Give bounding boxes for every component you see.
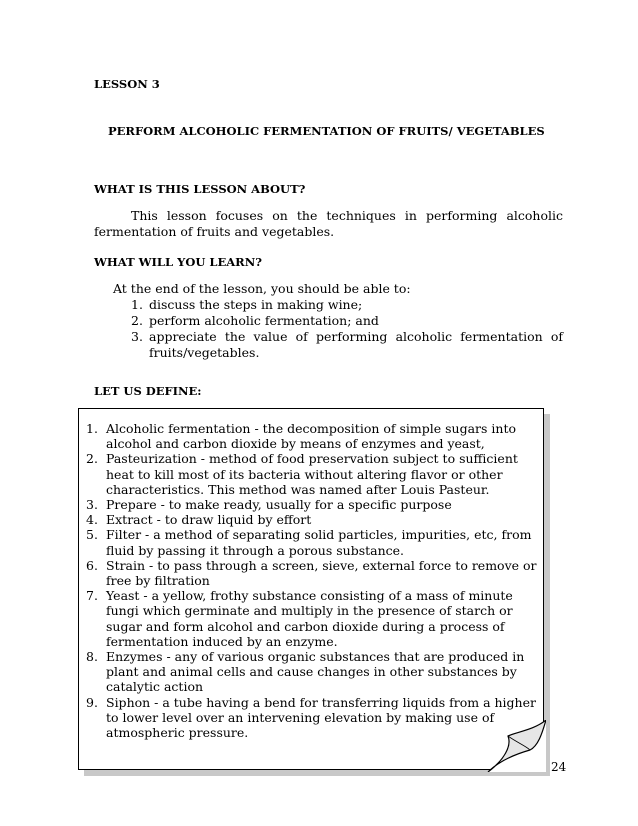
definition-number: 2.	[86, 451, 98, 467]
objective-item	[131, 297, 563, 313]
objective-text: discuss the steps in making wine;	[149, 297, 363, 312]
objective-number: 2.	[131, 313, 143, 328]
definition-number: 5.	[86, 527, 98, 543]
definition-text: Pasteurization - method of food preservation subject to sufficient heat to kill most of its bacteria without altering flavor or other characteristics. This method was named after Louis Pasteur.	[106, 451, 518, 497]
definition-text: Extract - to draw liquid by effort	[106, 512, 312, 528]
learn-heading: WHAT WILL YOU LEARN?	[94, 255, 262, 269]
about-heading: WHAT IS THIS LESSON ABOUT?	[94, 182, 306, 196]
definition-number: 7.	[86, 588, 98, 604]
definition-number: 8.	[86, 649, 98, 665]
definition-item	[86, 527, 538, 557]
definition-item	[86, 497, 538, 512]
objective-number: 3.	[131, 329, 143, 344]
definition-list	[86, 421, 538, 740]
objective-item	[131, 329, 563, 361]
definition-text: Yeast - a yellow, frothy substance consisting of a mass of minute fungi which germinate and multiply in the presence of starch or sugar and form alcohol and carbon dioxide during a process of fermentation induced by an enzyme.	[106, 588, 513, 649]
learn-intro: At the end of the lesson, you should be able to:	[113, 281, 411, 296]
objectives-list	[131, 297, 563, 361]
definition-item	[86, 451, 538, 497]
definition-text: Filter - a method of separating solid particles, impurities, etc, from fluid by passing it through a porous substance.	[106, 527, 532, 558]
definition-number: 3.	[86, 497, 98, 513]
definition-item	[86, 421, 538, 451]
define-heading: LET US DEFINE:	[94, 384, 202, 398]
definition-text: Strain - to pass through a screen, sieve, external force to remove or free by filtration	[106, 557, 537, 589]
definition-number: 6.	[86, 557, 98, 573]
page-curl-icon	[486, 720, 546, 772]
definition-text: Siphon - a tube having a bend for transferring liquids from a higher to lower level over an intervening elevation by making use of atmospheric pressure.	[106, 694, 536, 741]
objective-text: appreciate the value of performing alcoholic fermentation of fruits/vegetables.	[149, 329, 563, 360]
definition-item	[86, 588, 538, 649]
page-number: 24	[551, 760, 567, 774]
definition-item	[86, 695, 538, 741]
definition-number: 4.	[86, 512, 98, 528]
definition-text: Enzymes - any of various organic substances that are produced in plant and animal cells and cause changes in other substances by catalytic action	[106, 649, 525, 695]
objective-text: perform alcoholic fermentation; and	[149, 313, 379, 328]
objective-item	[131, 313, 563, 329]
definition-item	[86, 512, 538, 527]
about-text: This lesson focuses on the techniques in performing alcoholic fermentation of fruits and vegetables.	[94, 208, 563, 239]
lesson-title: PERFORM ALCOHOLIC FERMENTATION OF FRUITS/ VEGETABLES	[108, 124, 545, 138]
definition-number: 9.	[86, 694, 98, 710]
definition-item	[86, 649, 538, 695]
lesson-label: LESSON 3	[94, 77, 160, 91]
definition-item	[86, 558, 538, 588]
objective-number: 1.	[131, 297, 143, 312]
definition-text: Prepare - to make ready, usually for a specific purpose	[106, 497, 452, 513]
definition-text: Alcoholic fermentation - the decomposition of simple sugars into alcohol and carbon dioxide by means of enzymes and yeast,	[106, 421, 517, 452]
definition-number: 1.	[86, 421, 98, 436]
